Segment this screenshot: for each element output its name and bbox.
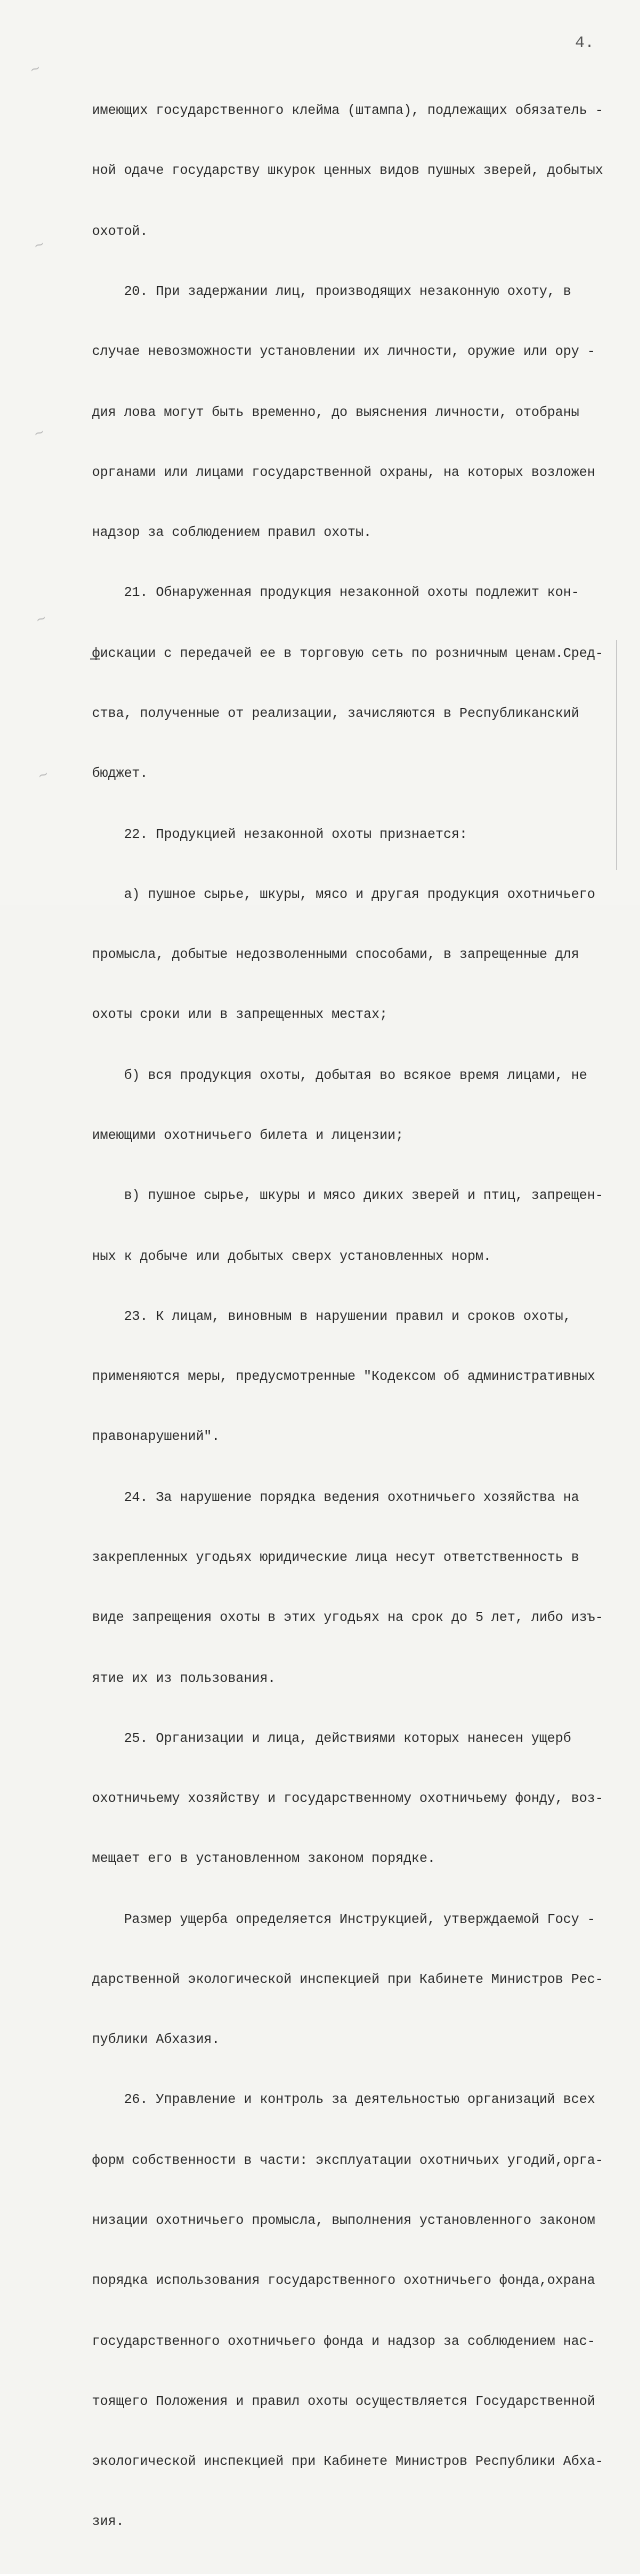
text-line: 26. Управление и контроль за деятельностью организаций всех — [92, 2093, 596, 2109]
text-line: имеющими охотничьего билета и лицензии; — [92, 1128, 404, 1144]
text-line: тоящего Положения и правил охоты осуществляется Государственной — [92, 2394, 596, 2410]
text-line: б) вся продукция охоты, добытая во всякое время лицами, не — [92, 1068, 588, 1084]
body-text — [92, 62, 602, 2574]
text-line: 24. За нарушение порядка ведения охотничьего хозяйства на — [92, 1490, 580, 1506]
text-line: 23. К лицам, виновным в нарушении правил и сроков охоты, — [92, 1309, 572, 1325]
text-line: охоты сроки или в запрещенных местах; — [92, 1008, 388, 1024]
text-line: дарственной экологической инспекцией при Кабинете Министров Рес- — [92, 1972, 604, 1988]
text-line: фискации с передачей ее в торговую сеть по розничным ценам.Сред- — [92, 646, 604, 662]
text-line: случае невозможности установлении их личности, оружие или ору - — [92, 345, 596, 361]
margin-mark-2: ~ — [31, 236, 48, 255]
text-line: надзор за соблюдением правил охоты. — [92, 526, 372, 542]
text-line: экологической инспекцией при Кабинете Министров Республики Абха- — [92, 2455, 604, 2471]
text-line: виде запрещения охоты в этих угодьях на срок до 5 лет, либо изъ- — [92, 1611, 604, 1627]
text-line: правонарушений". — [92, 1430, 220, 1446]
page-number: 4. — [575, 34, 595, 52]
text-line: применяются меры, предусмотренные "Кодексом об административных — [92, 1370, 596, 1386]
text-line: закрепленных угодьях юридические лица несут ответственность в — [92, 1550, 580, 1566]
text-line: ятие их из пользования. — [92, 1671, 276, 1687]
text-line: 20. При задержании лиц, производящих незаконную охоту, в — [92, 285, 572, 301]
text-line: а) пушное сырье, шкуры, мясо и другая продукция охотничьего — [92, 887, 596, 903]
text-line: в) пушное сырье, шкуры и мясо диких зверей и птиц, запрещен- — [92, 1189, 604, 1205]
margin-mark-5: ~ — [35, 766, 52, 785]
text-line: зия. — [92, 2515, 124, 2531]
text-line: мещает его в установленном законом порядке. — [92, 1852, 436, 1868]
text-line: ства, полученные от реализации, зачисляются в Республиканский — [92, 707, 580, 722]
margin-mark-3: ~ — [31, 424, 48, 443]
text-line: 25. Организации и лица, действиями которых нанесен ущерб — [92, 1731, 572, 1747]
text-line: органами или лицами государственной охраны, на которых возложен — [92, 465, 596, 481]
text-line: дия лова могут быть временно, до выяснения личности, отобраны — [92, 405, 580, 421]
text-line: низации охотничьего промысла, выполнения установленного законом — [92, 2214, 596, 2230]
margin-mark-4: ~ — [33, 610, 50, 629]
text-line: 21. Обнаруженная продукция незаконной охоты подлежит кон- — [92, 586, 580, 602]
text-line: имеющих государственного клейма (штампа), подлежащих обязатель - — [92, 104, 604, 120]
text-line: ных к добыче или добытых сверх установленных норм. — [92, 1249, 492, 1265]
text-line: охотой. — [92, 224, 148, 240]
page-edge-line — [616, 640, 617, 870]
text-line: Размер ущерба определяется Инструкцией, утверждаемой Госу - — [92, 1912, 596, 1928]
text-line: промысла, добытые недозволенными способами, в запрещенные для — [92, 948, 580, 964]
margin-mark-1: ~ — [27, 60, 44, 79]
text-line: 22. Продукцией незаконной охоты признается: — [92, 827, 468, 843]
text-line: форм собственности в части: эксплуатации охотничьих угодий,орга- — [92, 2153, 604, 2169]
text-line: публики Абхазия. — [92, 2033, 220, 2049]
text-line: порядка использования государственного охотничьего фонда,охрана — [92, 2274, 596, 2290]
text-line: ной одаче государству шкурок ценных видов пушных зверей, добытых — [92, 164, 604, 180]
text-line: бюджет. — [92, 767, 148, 783]
text-line: охотничьему хозяйству и государственному охотничьему фонду, воз- — [92, 1792, 604, 1808]
text-line: государственного охотничьего фонда и надзор за соблюдением нас- — [92, 2334, 596, 2350]
